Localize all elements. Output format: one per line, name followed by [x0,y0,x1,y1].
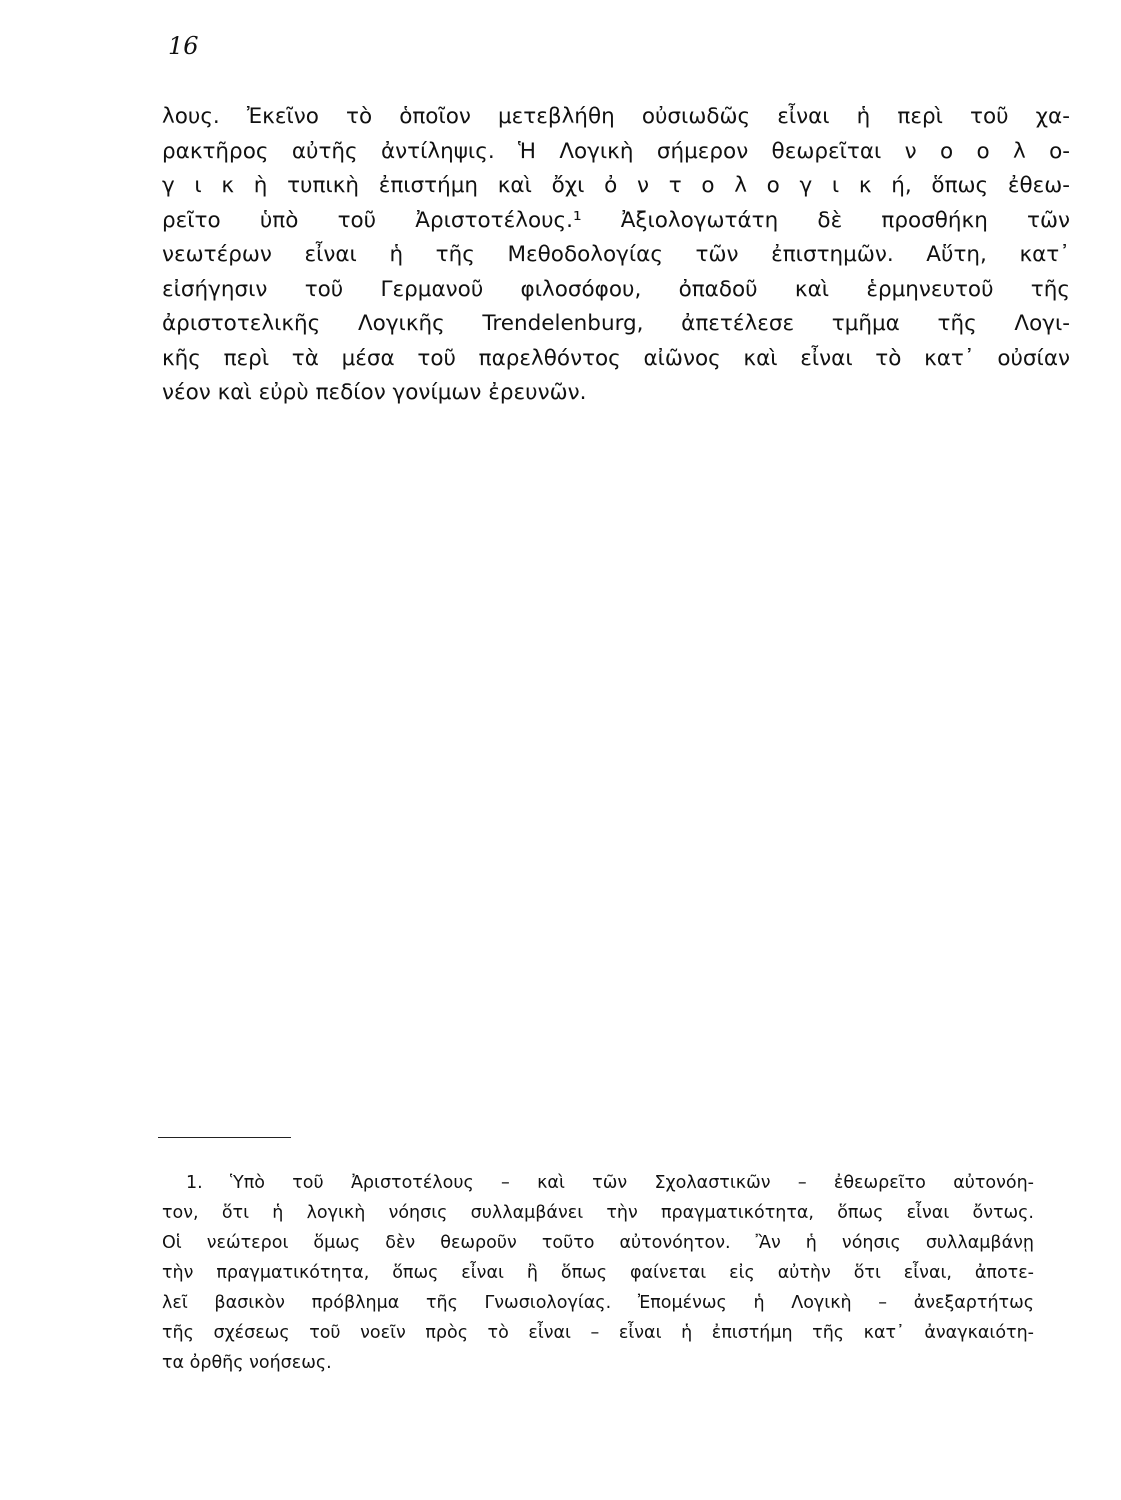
main-text-line: νεωτέρων εἶναι ἡ τῆς Μεθοδολογίας τῶν ἐπιστημῶν. Αὕτη, κατ᾽ [162,242,1070,267]
main-text-line: ἀριστοτελικῆς Λογικῆς Trendelenburg, ἀπετέλεσε τμῆμα τῆς Λογι- [162,311,1070,336]
footnote-line: 1. Ὑπὸ τοῦ Ἀριστοτέλους – καὶ τῶν Σχολαστικῶν – ἐθεωρεῖτο αὐτονόη- [186,1173,1034,1193]
footnote-line: τον, ὅτι ἡ λογικὴ νόησις συλλαμβάνει τὴν πραγματικότητα, ὅπως εἶναι ὄντως. [162,1203,1034,1223]
footnote-line: τα ὀρθῆς νοήσεως. [162,1353,332,1373]
main-text-line: λους. Ἐκεῖνο τὸ ὁποῖον μετεβλήθη οὐσιωδῶς εἶναι ἡ περὶ τοῦ χα- [162,104,1070,129]
main-text-line: γ ι κ ὴ τυπικὴ ἐπιστήμη καὶ ὄχι ὀ ν τ ο λ ο γ ι κ ή, ὅπως ἐθεω- [162,173,1070,198]
main-text-line: ρεῖτο ὑπὸ τοῦ Ἀριστοτέλους.¹ Ἀξιολογωτάτη δὲ προσθήκη τῶν [162,207,1070,233]
main-text-line: νέον καὶ εὐρὺ πεδίον γονίμων ἐρευνῶν. [162,380,587,405]
footnote-line: τῆς σχέσεως τοῦ νοεῖν πρὸς τὸ εἶναι – εἶναι ἡ ἐπιστήμη τῆς κατ᾽ ἀναγκαιότη- [162,1323,1034,1343]
footnote-line: τὴν πραγματικότητα, ὅπως εἶναι ἢ ὅπως φαίνεται εἰς αὐτὴν ὅτι εἶναι, ἀποτε- [162,1263,1034,1283]
footnote-line: λεῖ βασικὸν πρόβλημα τῆς Γνωσιολογίας. Ἐπομένως ἡ Λογικὴ – ἀνεξαρτήτως [162,1293,1034,1313]
main-text-line: ρακτῆρος αὐτῆς ἀντίληψις. Ἡ Λογικὴ σήμερον θεωρεῖται ν ο ο λ ο- [162,138,1070,164]
footnote-divider [158,1137,291,1138]
page-number: 16 [168,32,199,60]
footnote [162,1168,1034,1378]
main-text-line: κῆς περὶ τὰ μέσα τοῦ παρελθόντος αἰῶνος καὶ εἶναι τὸ κατ᾽ οὐσίαν [162,345,1070,371]
main-text-line: εἰσήγησιν τοῦ Γερμανοῦ φιλοσόφου, ὀπαδοῦ καὶ ἑρμηνευτοῦ τῆς [162,276,1070,302]
footnote-line: Οἱ νεώτεροι ὅμως δὲν θεωροῦν τοῦτο αὐτονόητον. Ἂν ἡ νόησις συλλαμβάνῃ [162,1233,1034,1253]
main-text [162,100,1070,411]
